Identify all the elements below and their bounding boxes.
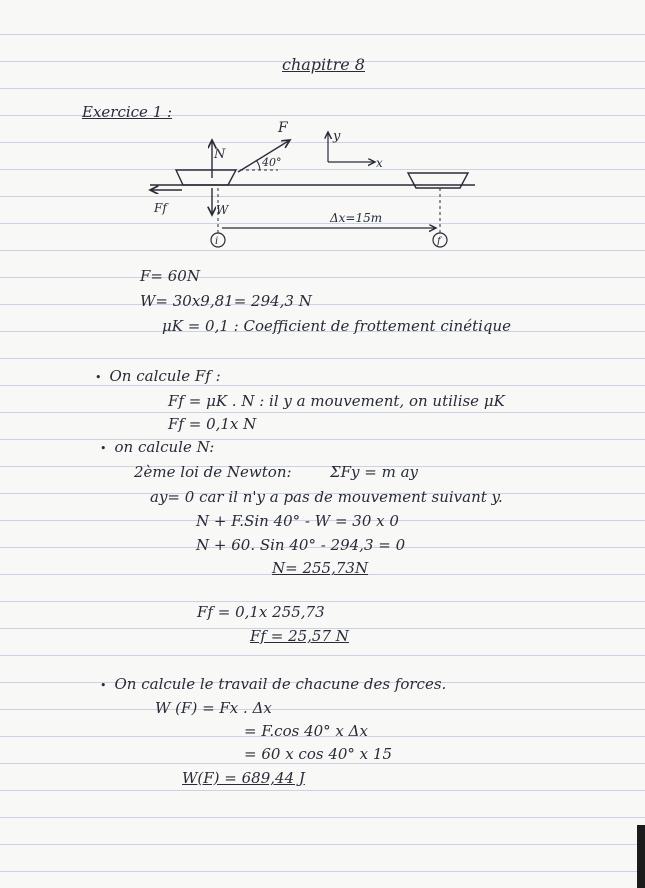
ff-formula: Ff = μK . N : il y a mouvement, on utilise μK [168, 392, 505, 410]
given-friction-coefficient: μK = 0,1 : Coefficient de frottement cinétique [162, 317, 512, 335]
n-equation-2: N + 60. Sin 40° - 294,3 = 0 [196, 536, 406, 554]
ff-value-expression: Ff = 0,1x 255,73 [197, 603, 325, 621]
label-delta-x: Δx=15m [330, 211, 383, 225]
given-force: F= 60N [140, 267, 200, 285]
label-F: F [278, 120, 288, 136]
page-title: chapitre 8 [282, 55, 365, 74]
work-line-3: = 60 x cos 40° x 15 [244, 745, 392, 763]
exercise-heading: Exercice 1 : [82, 103, 173, 121]
label-Ff: Ff [154, 201, 167, 215]
label-point-f: f [437, 236, 441, 247]
given-weight: W= 30x9,81= 294,3 N [140, 292, 312, 310]
work-line-2: = F.cos 40° x Δx [244, 722, 368, 740]
label-point-i: i [215, 236, 219, 247]
label-x-axis: x [376, 156, 383, 170]
newton-law: 2ème loi de Newton: [134, 463, 292, 481]
label-W: W [216, 203, 229, 217]
page-edge-shadow [637, 825, 645, 888]
ay-zero: ay= 0 car il n'y a pas de mouvement suivant y. [150, 488, 503, 506]
n-equation-1: N + F.Sin 40° - W = 30 x 0 [196, 512, 399, 530]
physics-diagram [0, 0, 645, 260]
work-result: W(F) = 689,44 J [182, 769, 305, 787]
label-N: N [214, 147, 226, 162]
ff-expression: Ff = 0,1x N [168, 415, 257, 433]
sum-forces: ΣFy = m ay [330, 463, 419, 481]
box-final [408, 173, 468, 188]
label-angle: 40° [262, 156, 282, 169]
angle-arc [256, 160, 260, 170]
label-y-axis: y [333, 129, 341, 144]
n-result: N= 255,73N [272, 559, 369, 577]
box-initial [176, 170, 236, 185]
ff-result: Ff = 25,57 N [250, 627, 349, 645]
section-work-heading: • On calcule le travail de chacune des forces. [100, 675, 446, 693]
work-line-1: W (F) = Fx . Δx [155, 699, 272, 717]
section-ff-heading: • On calcule Ff : [95, 367, 221, 385]
section-n-heading: • on calcule N: [100, 438, 214, 456]
